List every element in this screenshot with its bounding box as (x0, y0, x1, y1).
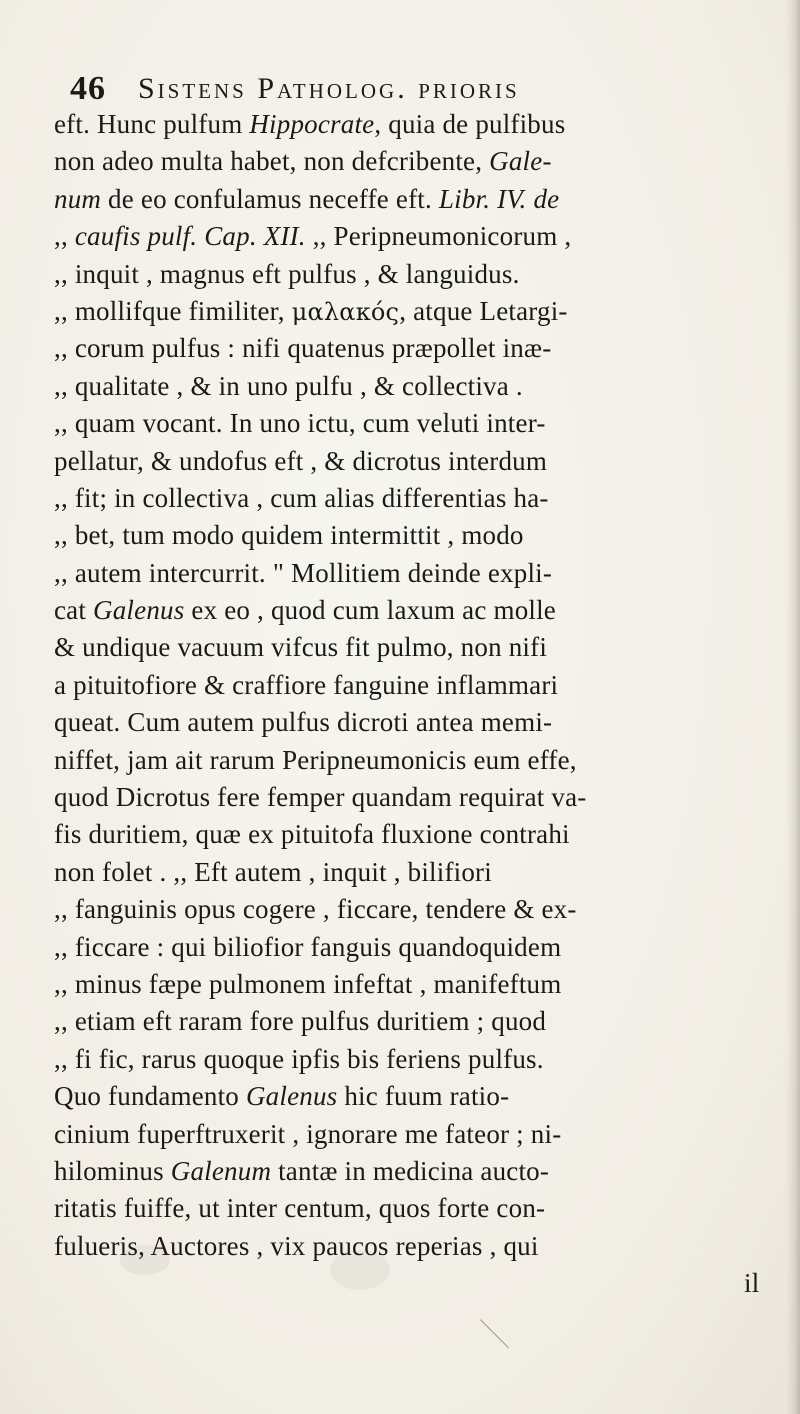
text-run: ,, fi fic, rarus quoque ipfis bis feriens pulfus. (54, 1043, 544, 1074)
text-run: hilominus (54, 1155, 171, 1186)
text-line (54, 1116, 794, 1153)
italic-text: caufis pulf. Cap. XII. (74, 221, 306, 252)
text-line (54, 667, 794, 704)
italic-text: Hippocrate (249, 109, 375, 139)
text-line (54, 517, 794, 554)
text-line (54, 1190, 794, 1227)
page-header (70, 64, 770, 108)
text-run: , atque Letargi- (399, 295, 568, 326)
text-run: eft. Hunc pulfum (54, 109, 250, 139)
text-run: niffet, jam ait rarum Peripneumonicis eum effe, (54, 744, 577, 775)
text-line (54, 1041, 794, 1078)
text-run: ritatis fuiffe, ut inter centum, quos forte con- (54, 1193, 546, 1224)
text-line (54, 629, 794, 666)
text-run: & undique vacuum vifcus fit pulmo, non nifi (54, 632, 548, 663)
text-line (54, 480, 794, 517)
pencil-mark (480, 1319, 509, 1348)
text-run: ,, ficcare : qui biliofior fanguis quandoquidem (54, 931, 562, 962)
text-line (54, 330, 794, 367)
text-run: non folet . ,, Eft autem , inquit , bilifiori (54, 856, 492, 887)
catchword: il (744, 1268, 760, 1299)
text-line (54, 443, 794, 480)
text-line (54, 181, 794, 218)
text-run: ,, fit; in collectiva , cum alias differentias ha- (54, 482, 549, 513)
page-edge-shadow (786, 0, 800, 1414)
text-line (54, 1003, 794, 1040)
text-line (54, 742, 794, 779)
italic-text: Galenus (245, 1081, 338, 1112)
text-line (54, 293, 794, 330)
text-run: hic fuum ratio- (337, 1081, 510, 1112)
text-run: ,, Peripneumonicorum , (305, 221, 572, 252)
text-line (54, 1153, 794, 1190)
text-run: ex eo , quod cum laxum ac molle (184, 595, 556, 626)
text-run: fis duritiem, quæ ex pituitofa fluxione contrahi (54, 819, 570, 850)
text-run: a pituitofiore & craffiore fanguine inflammari (54, 669, 559, 700)
text-line (54, 816, 794, 853)
text-run: tantæ in medicina aucto- (271, 1155, 550, 1186)
text-line (54, 891, 794, 928)
text-run: ,, corum pulfus : nifi quatenus præpollet inæ- (54, 333, 552, 364)
text-line (54, 368, 794, 405)
text-line (54, 929, 794, 966)
page-number: 46 (70, 70, 106, 107)
text-run: pellatur, & undofus eft , & dicrotus interdum (54, 445, 548, 476)
text-run: ,, etiam eft raram fore pulfus duritiem ; quod (54, 1006, 547, 1037)
text-line (54, 854, 794, 891)
text-run: queat. Cum autem pulfus dicroti antea memi- (54, 707, 553, 738)
text-run: ,, fanguinis opus cogere , ficcare, tendere & ex- (54, 894, 577, 925)
text-line (54, 704, 794, 741)
text-line (54, 143, 794, 180)
italic-text: Galenus (93, 595, 185, 626)
text-run: Quo fundamento (54, 1081, 246, 1112)
text-run: cinium fuperftruxerit , ignorare me fateor ; ni- (54, 1118, 562, 1149)
text-line (54, 218, 794, 255)
text-line (54, 106, 794, 143)
italic-text: Galenum (170, 1155, 272, 1186)
text-run: ,, inquit , magnus eft pulfus , & languidus. (54, 258, 520, 289)
text-run: cat (54, 595, 94, 626)
text-run: de eo confulamus neceffe eft. (101, 183, 439, 214)
text-line (54, 1228, 794, 1265)
text-run: ,, minus fæpe pulmonem infeftat , manifeftum (54, 968, 562, 999)
greek-word: μαλακός (291, 297, 400, 326)
text-run: , quia de pulfibus (374, 109, 566, 139)
text-line (54, 256, 794, 293)
text-run: ,, mollifque fimiliter, (54, 295, 292, 326)
text-run: ,, qualitate , & in uno pulfu , & collectiva . (54, 370, 523, 401)
text-line (54, 1078, 794, 1115)
italic-text: Libr. IV. de (438, 183, 560, 214)
text-line (54, 966, 794, 1003)
text-line (54, 405, 794, 442)
italic-text: num (54, 183, 102, 214)
text-run: fulueris, Auctores , vix paucos reperias , qui (54, 1230, 539, 1261)
running-title: Sistens Patholog. prioris (138, 72, 520, 105)
text-line (54, 555, 794, 592)
text-line (54, 592, 794, 629)
text-run: ,, autem intercurrit. " Mollitiem deinde expli- (54, 557, 553, 588)
text-run: ,, quam vocant. In uno ictu, cum veluti inter- (54, 408, 546, 439)
text-run: ,, bet, tum modo quidem intermittit , modo (54, 520, 524, 551)
text-line (54, 779, 794, 816)
text-run: non adeo multa habet, non defcribente, (54, 146, 490, 177)
italic-text: Gale- (489, 146, 552, 177)
text-run: ,, (54, 221, 75, 252)
text-run: quod Dicrotus fere femper quandam requirat va- (54, 782, 587, 813)
body-text (54, 106, 794, 1303)
